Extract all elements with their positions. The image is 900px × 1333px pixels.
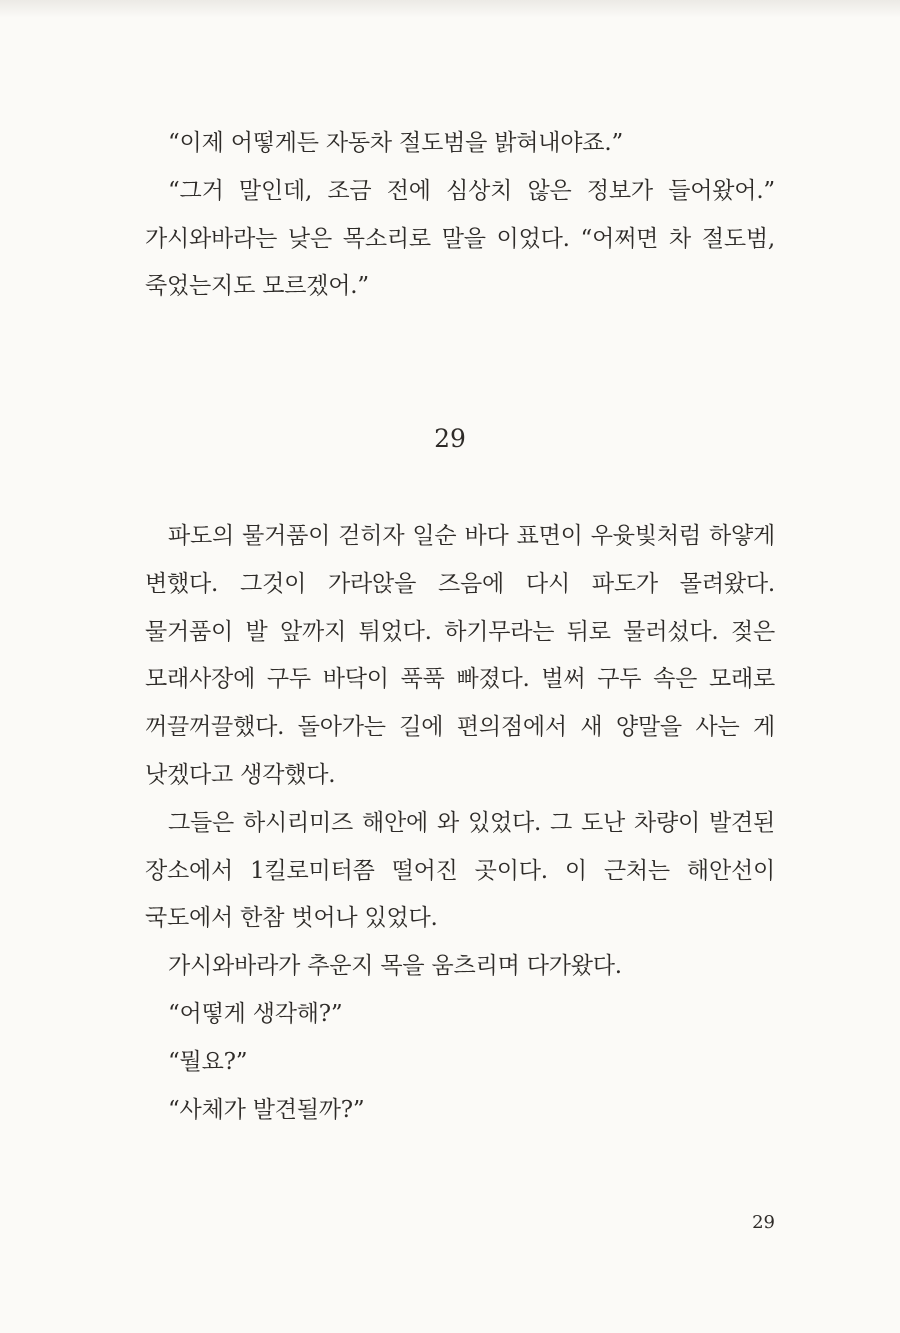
page-number: 29 [752, 1212, 775, 1233]
chapter-number: 29 [434, 424, 466, 453]
paragraph: 가시와바라가 추운지 목을 움츠리며 다가왔다. [168, 953, 622, 980]
paragraph: “어떻게 생각해?” [168, 1000, 343, 1027]
paragraph: “그거 말인데, 조금 전에 심상치 않은 정보가 들어왔어.” 가시와바라는 낮은 목소리로 말을 이었다. “어쩌면 차 절도범, 죽었는지도 모르겠어.” [145, 177, 775, 300]
section-one [145, 120, 775, 311]
paragraph: 파도의 물거품이 걷히자 일순 바다 표면이 우윳빛처럼 하얗게 변했다. 그것이 가라앉을 즈음에 다시 파도가 몰려왔다. 물거품이 발 앞까지 튀었다. 하기무라는 뒤로 물러섰다. 젖은 모래사장에 구두 바닥이 푹푹 빠졌다. 벌써 구두 속은 모래로 꺼끌꺼끌했다. 돌아가는 길에 편의점에서 새 양말을 사는 게 낫겠다고 생각했다. [145, 523, 775, 788]
paragraph: “사체가 발견될까?” [168, 1096, 365, 1123]
paragraph: “이제 어떻게든 자동차 절도범을 밝혀내야죠.” [168, 130, 623, 156]
page-top-edge [0, 0, 900, 18]
paragraph: 그들은 하시리미즈 해안에 와 있었다. 그 도난 차량이 발견된 장소에서 1킬로미터쯤 떨어진 곳이다. 이 근처는 해안선이 국도에서 한참 벗어나 있었다. [145, 809, 775, 932]
paragraph: “뭘요?” [168, 1048, 248, 1075]
section-two [145, 513, 775, 1134]
